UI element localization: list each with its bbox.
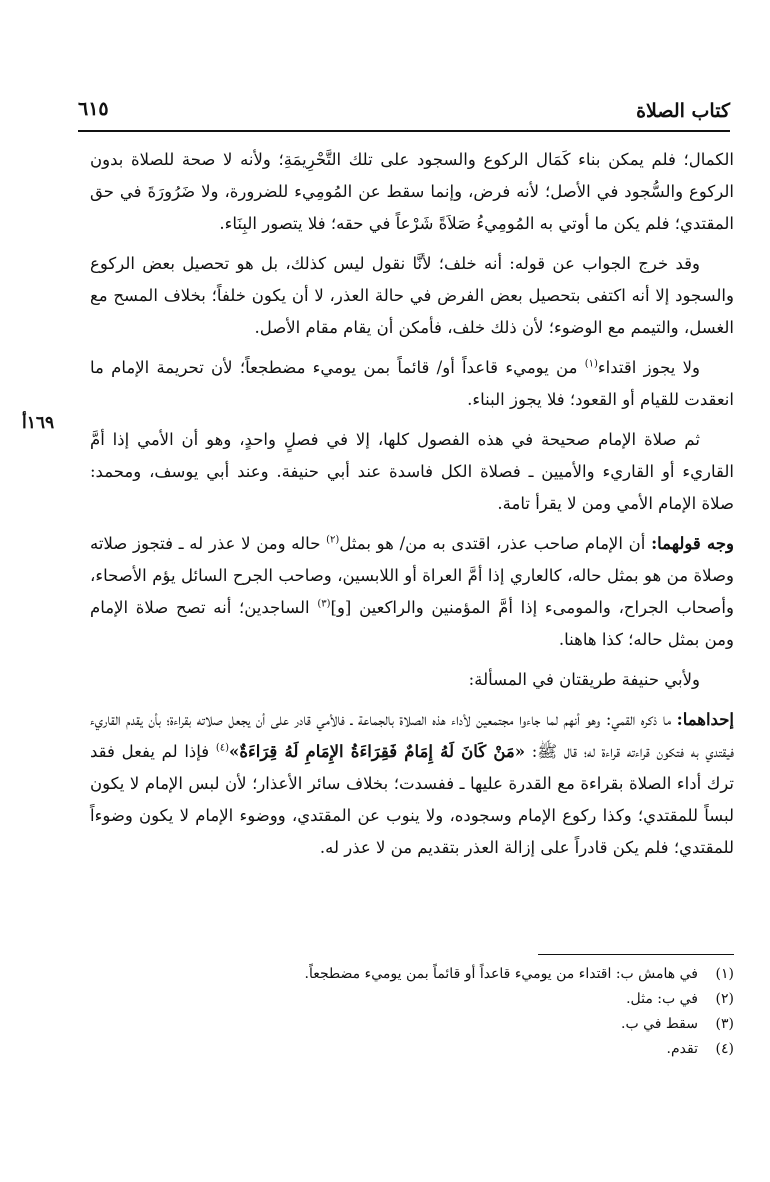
footnote-ref-1: (١) (584, 358, 598, 370)
footnote-ref-2: (٢) (326, 534, 340, 546)
footnote-number: (٢) (715, 991, 734, 1007)
paragraph-5-rest: الساجدين؛ أنه تصح صلاة الإمام ومن بمثل حاله؛ كذا هاهنا. (90, 598, 734, 649)
paragraph-5-mid: حاله ومن لا عذر له ـ فتجوز صلاته وصلاة من هو بمثل حاله، كالعاري إذا أمَّ العراة أو اللابسين، وصاحب الجرح السائل يؤم الأصحاء، وأصحاب الجراح، والمومىء إذا أمَّ المؤمنين والراكعين [و] (90, 534, 734, 617)
chapter-title: كتاب الصلاة (636, 100, 730, 122)
paragraph-6: ولأبي حنيفة طريقتان في المسألة: (468, 670, 700, 689)
footnote-separator (538, 954, 734, 955)
footnote-ref-4: (٤) (215, 742, 230, 754)
page-header (78, 94, 730, 132)
footnote-text: في هامش ب: اقتداء من يوميء قاعداً أو قائماً بمن يوميء مضطجعاً. (304, 966, 698, 982)
hadith-quote: «مَنْ كَانَ لَهُ إِمَامٌ فَقِرَاءَةُ الإِمَامِ لَهُ قِرَاءَةٌ» (229, 742, 526, 761)
main-text (90, 144, 734, 872)
footnote-4 (180, 1037, 734, 1062)
paragraph-7 (90, 704, 734, 864)
footnote-2 (180, 987, 734, 1012)
paragraph-1: الكمال؛ فلم يمكن بناء كَمَال الركوع والسجود على تلك التَّحْرِيمَةِ؛ ولأنه لا صحة للصلاة بدون الركوع والسُّجود في الأصل؛ لأنه فرض، وإنما سقط عن المُومِيء للضرورة، ولا ضَرُورَةَ في حق المقتدي؛ فلم يكن ما أوتي به المُومِيءُ صَلاَةً شَرْعاً في حقه؛ فلا يتصور البِنَاء. (90, 150, 734, 233)
footnote-text: سقط في ب. (621, 1016, 698, 1032)
footnote-number: (١) (715, 966, 734, 982)
paragraph-5-start: أن الإمام صاحب عذر، اقتدى به من/ هو بمثل (339, 534, 652, 553)
paragraph-3-start: ولا يجوز اقتداء (597, 358, 700, 377)
footnote-number: (٣) (715, 1016, 734, 1032)
footnote-1 (180, 962, 734, 987)
footnote-ref-3: (٣) (317, 598, 331, 610)
section-lead-wajh: وجه قولهما: (651, 534, 734, 553)
footnote-text: في ب: مثل. (626, 991, 698, 1007)
paragraph-3-rest: من يوميء قاعداً أو/ قائماً بمن يوميء مضطجعاً؛ لأن تحريمة الإمام ما انعقدت للقيام أو القعود؛ فلا يجوز البناء. (90, 358, 734, 409)
paragraph-4: ثم صلاة الإمام صحيحة في هذه الفصول كلها، إلا في فصلٍ واحدٍ، وهو أن الأمي إذا أمَّ القاريء أو القاريء والأميين ـ فصلاة الكل فاسدة عند أبي حنيفة. وعند أبي يوسف، ومحمد: صلاة الإمام الأمي ومن لا يقرأ تامة. (90, 430, 734, 513)
manuscript-folio-marker: ١٦٩أ (22, 413, 55, 433)
footnote-number: (٤) (715, 1041, 734, 1057)
paragraph-7-rest: فإذا لم يفعل فقد ترك أداء الصلاة بقراءة مع القدرة عليها ـ ففسدت؛ بخلاف سائر الأعذار؛ لأن لبس الإمام لا يكون لبساً للمقتدي؛ وكذا ركوع الإمام وسجوده، ولا ينوب عن المقتدي، ووضوء الإمام لا يكون وضوءاً للمقتدي؛ فلم يكن قادراً على إزالة العذر بتقديم من لا عذر له. (90, 742, 734, 857)
paragraph-3 (90, 352, 734, 416)
paragraph-2: وقد خرج الجواب عن قوله: أنه خلف؛ لأنَّا نقول ليس كذلك، بل هو تحصيل بعض الركوع والسجود إلا أنه اكتفى بتحصيل بعض الفرض في حالة العذر، لا أن يكون خلفاً؛ بخلاف المسح مع الغسل، والتيمم مع الوضوء؛ لأن ذلك خلف، فأمكن أن يقام مقام الأصل. (90, 254, 734, 337)
section-lead-ihdahuma: إحداهما: (676, 710, 734, 729)
paragraph-5 (90, 528, 734, 656)
footnotes (180, 962, 734, 1062)
paragraph-7-start: ما ذكره القمي: وهو أنهم لما جاءوا مجتمعين لأداء هذه الصلاة بالجماعة ـ فالأمي قادر على أن يجعل صلاته بقراءة؛ بأن يقدم القاريء فيقتدي به فتكون قراءته قراءة له؛ قال ﷺ: (90, 710, 735, 761)
footnote-3 (180, 1012, 734, 1037)
footnote-text: تقدم. (666, 1041, 698, 1057)
page-number: ٦١٥ (78, 98, 109, 120)
